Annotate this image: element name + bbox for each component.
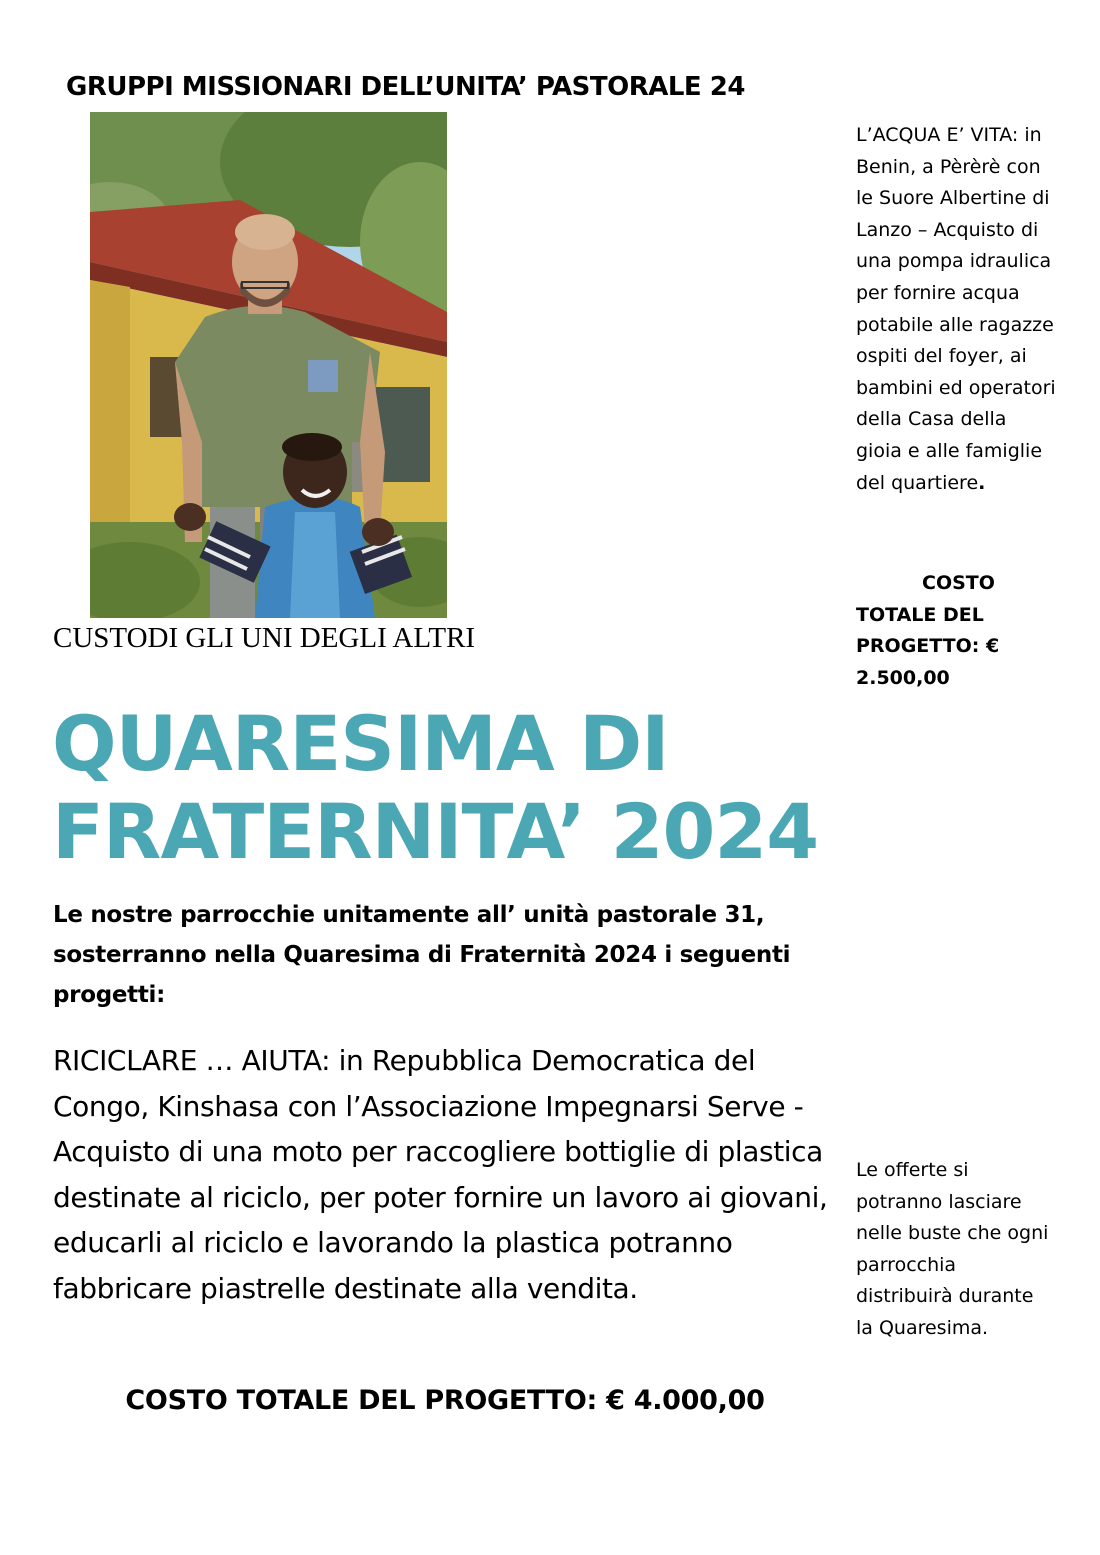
project-description: RICICLARE … AIUTA: in Repubblica Democratica del Congo, Kinshasa con l’Associazione Impegnarsi Serve - Acquisto di una moto per raccogliere bottiglie di plastica destinate al riciclo, per poter fornire un lavoro ai giovani, educarli al riciclo e lavorando la plastica potranno fabbricare piastrelle destinate alla vendita.: [53, 1044, 828, 1305]
intro-paragraph: Le nostre parrocchie unitamente all’ unità pastorale 31, sosterranno nella Quaresima di Fraternità 2024 i seguenti progetti:: [53, 902, 791, 1008]
project-cost: COSTO TOTALE DEL PROGETTO: € 4.000,00: [125, 1385, 765, 1416]
main-title-line2: FRATERNITA’ 2024: [52, 787, 819, 876]
missionary-photo: [90, 112, 447, 618]
sidebar-project-cost: COSTO TOTALE DEL PROGETTO: € 2.500,00: [856, 572, 1000, 689]
page-header: GRUPPI MISSIONARI DELL’UNITA’ PASTORALE 24: [66, 72, 745, 102]
sidebar-offer-note: Le offerte si potranno lasciare nelle buste che ogni parrocchia distribuirà durante la Quaresima.: [856, 1159, 1049, 1339]
sidebar-project-period: .: [978, 471, 986, 494]
sidebar-project: [856, 120, 1056, 499]
main-title-line1: QUARESIMA DI: [52, 699, 669, 788]
sidebar-project-text: L’ACQUA E’ VITA: in Benin, a Pèrèrè con le Suore Albertine di Lanzo – Acquisto di una pompa idraulica per fornire acqua potabile alle ragazze ospiti del foyer, ai bambini ed operatori della Casa della gioia e alle famiglie del quartiere: [856, 124, 1056, 494]
main-title: [52, 700, 818, 876]
motto: CUSTODI GLI UNI DEGLI ALTRI: [53, 622, 476, 654]
